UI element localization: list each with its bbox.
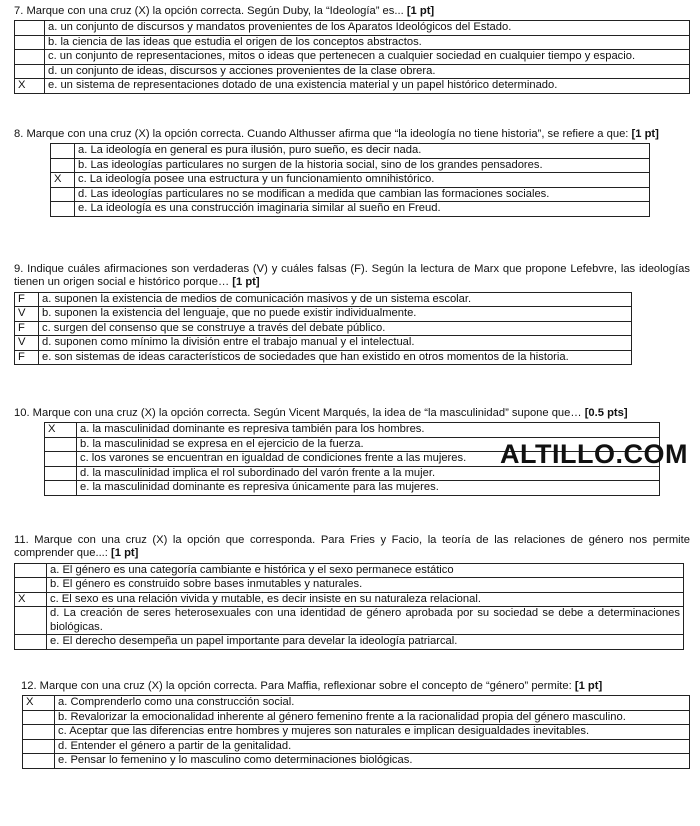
option-row [15, 321, 632, 336]
option-text: a. La ideología en general es pura ilusión, puro sueño, es decir nada. [75, 144, 650, 159]
options-table [50, 143, 650, 217]
option-row [15, 578, 684, 593]
option-text: d. Entender el género a partir de la genitalidad. [55, 739, 690, 754]
option-text: b. la masculinidad se expresa en el ejercicio de la fuerza. [77, 437, 660, 452]
option-text: a. El género es una categoría cambiante e histórica y el sexo permanece estático [47, 563, 684, 578]
option-row [23, 739, 690, 754]
option-text: d. Las ideologías particulares no se modifican a medida que cambian las formaciones sociales. [75, 187, 650, 202]
option-text: d. suponen como mínimo la división entre el trabajo manual y el intelectual. [39, 336, 632, 351]
option-text: e. El derecho desempeña un papel importante para develar la ideología patriarcal. [47, 635, 684, 650]
answer-mark-cell[interactable] [15, 607, 47, 635]
watermark-logo: ALTILLO.COM [500, 439, 688, 469]
question-9 [14, 263, 690, 365]
answer-mark-cell[interactable] [15, 563, 47, 578]
option-row [15, 563, 684, 578]
option-text: e. La ideología es una construcción imaginaria similar al sueño en Freud. [75, 202, 650, 217]
option-text: d. la masculinidad implica el rol subordinado del varón frente a la mujer. [77, 466, 660, 481]
option-row [15, 79, 690, 94]
points-label: [1 pt] [111, 547, 139, 560]
answer-mark-cell[interactable] [15, 578, 47, 593]
option-row [23, 696, 690, 711]
option-row [23, 725, 690, 740]
answer-mark-cell[interactable] [15, 35, 45, 50]
option-text: b. Las ideologías particulares no surgen de la historia social, sino de los grandes pensadores. [75, 158, 650, 173]
question-prompt: 7. Marque con una cruz (X) la opción correcta. Según Duby, la “Ideología” es... [1 pt] [14, 5, 435, 17]
options-table [14, 292, 632, 366]
answer-mark-cell[interactable] [15, 635, 47, 650]
option-row [15, 64, 690, 79]
option-text: a. un conjunto de discursos y mandatos provenientes de los Aparatos Ideológicos del Estado. [45, 21, 690, 36]
question-prompt: 12. Marque con una cruz (X) la opción correcta. Para Maffia, reflexionar sobre el concepto de “género” permite: [1 pt] [21, 680, 603, 692]
question-prompt: 9. Indique cuáles afirmaciones son verdaderas (V) y cuáles falsas (F). Según la lectura de Marx que propone Lefebvre, las ideologías tienen un origen social e histórico porque… [1 pt] [14, 263, 690, 289]
option-text: e. la masculinidad dominante es represiva únicamente para las mujeres. [77, 481, 660, 496]
option-text: b. Revalorizar la emocionalidad inherente al género femenino frente a la racionalidad propia del género masculino. [55, 710, 690, 725]
option-row [15, 307, 632, 322]
points-label: [1 pt] [631, 128, 659, 140]
options-table [14, 20, 690, 94]
option-text: c. un conjunto de representaciones, mitos o ideas que pertenecen a cualquier sociedad en cualquier tiempo y espacio. [45, 50, 690, 65]
points-label: [1 pt] [406, 5, 435, 17]
answer-mark-cell[interactable] [51, 144, 75, 159]
answer-mark-cell[interactable]: X [51, 173, 75, 188]
option-row [51, 158, 650, 173]
options-table [14, 563, 684, 650]
option-text: e. un sistema de representaciones dotado de una existencia material y un papel histórico determinado. [45, 79, 690, 94]
option-row [15, 607, 684, 635]
points-label: [0.5 pts] [584, 407, 628, 419]
option-row [51, 202, 650, 217]
answer-mark-cell[interactable]: X [15, 592, 47, 607]
points-label: [1 pt] [574, 680, 603, 692]
answer-mark-cell[interactable] [51, 158, 75, 173]
option-row [51, 187, 650, 202]
answer-mark-cell[interactable]: F [15, 292, 39, 307]
answer-mark-cell[interactable] [45, 452, 77, 467]
option-row [51, 144, 650, 159]
option-text: b. El género es construido sobre bases inmutables y naturales. [47, 578, 684, 593]
answer-mark-cell[interactable] [23, 710, 55, 725]
option-row [15, 21, 690, 36]
answer-mark-cell[interactable]: V [15, 336, 39, 351]
option-row [51, 173, 650, 188]
points-label: [1 pt] [232, 276, 260, 289]
answer-mark-cell[interactable] [15, 21, 45, 36]
answer-mark-cell[interactable] [45, 466, 77, 481]
option-text: a. la masculinidad dominante es represiva también para los hombres. [77, 423, 660, 438]
option-row [45, 481, 660, 496]
answer-mark-cell[interactable] [23, 739, 55, 754]
option-row [15, 350, 632, 365]
option-row [23, 754, 690, 769]
option-text: e. son sistemas de ideas característicos de sociedades que han existido en otros momentos de la historia. [39, 350, 632, 365]
option-text: b. la ciencia de las ideas que estudia el origen de los conceptos abstractos. [45, 35, 690, 50]
option-row [15, 336, 632, 351]
answer-mark-cell[interactable]: X [15, 79, 45, 94]
answer-mark-cell[interactable]: F [15, 350, 39, 365]
option-text: c. los varones se encuentran en igualdad de condiciones frente a las mujeres. [77, 452, 660, 467]
option-row [15, 292, 632, 307]
answer-mark-cell[interactable] [51, 187, 75, 202]
question-12 [14, 680, 690, 769]
question-8 [14, 128, 690, 217]
question-prompt: 10. Marque con una cruz (X) la opción correcta. Según Vicent Marqués, la idea de “la masculinidad” supone que… [0.5 pts] [14, 407, 628, 419]
option-text: a. Comprenderlo como una construcción social. [55, 696, 690, 711]
option-text: c. El sexo es una relación vivida y mutable, es decir insiste en su naturaleza relacional. [47, 592, 684, 607]
answer-mark-cell[interactable] [15, 50, 45, 65]
answer-mark-cell[interactable] [23, 725, 55, 740]
answer-mark-cell[interactable] [23, 754, 55, 769]
option-text: c. La ideología posee una estructura y un funcionamiento omnihistórico. [75, 173, 650, 188]
question-prompt: 11. Marque con una cruz (X) la opción que corresponda. Para Fries y Facio, la teoría de las relaciones de género nos permite comprender que...: [1 pt] [14, 534, 690, 560]
option-row [15, 635, 684, 650]
option-text: d. La creación de seres heterosexuales con una identidad de género aprobada por su sociedad se debe a determinaciones biológicas. [47, 607, 684, 635]
option-row [15, 35, 690, 50]
option-text: b. suponen la existencia del lenguaje, que no puede existir individualmente. [39, 307, 632, 322]
option-row [15, 50, 690, 65]
answer-mark-cell[interactable] [45, 481, 77, 496]
option-text: e. Pensar lo femenino y lo masculino como determinaciones biológicas. [55, 754, 690, 769]
option-text: c. Aceptar que las diferencias entre hombres y mujeres son naturales e implican desigualdades inevitables. [55, 725, 690, 740]
answer-mark-cell[interactable]: F [15, 321, 39, 336]
question-prompt: 8. Marque con una cruz (X) la opción correcta. Cuando Althusser afirma que “la ideología no tiene historia”, se refiere a que: [1 pt] [14, 128, 659, 140]
question-11 [14, 534, 690, 650]
question-7 [14, 5, 690, 94]
answer-mark-cell[interactable] [15, 64, 45, 79]
option-row [15, 592, 684, 607]
answer-mark-cell[interactable]: V [15, 307, 39, 322]
answer-mark-cell[interactable]: X [45, 423, 77, 438]
answer-mark-cell[interactable]: X [23, 696, 55, 711]
answer-mark-cell[interactable] [45, 437, 77, 452]
option-text: a. suponen la existencia de medios de comunicación masivos y de un sistema escolar. [39, 292, 632, 307]
option-text: d. un conjunto de ideas, discursos y acciones provenientes de la clase obrera. [45, 64, 690, 79]
option-row [23, 710, 690, 725]
option-row [45, 423, 660, 438]
option-text: c. surgen del consenso que se construye a través del debate público. [39, 321, 632, 336]
answer-mark-cell[interactable] [51, 202, 75, 217]
options-table [22, 695, 690, 769]
